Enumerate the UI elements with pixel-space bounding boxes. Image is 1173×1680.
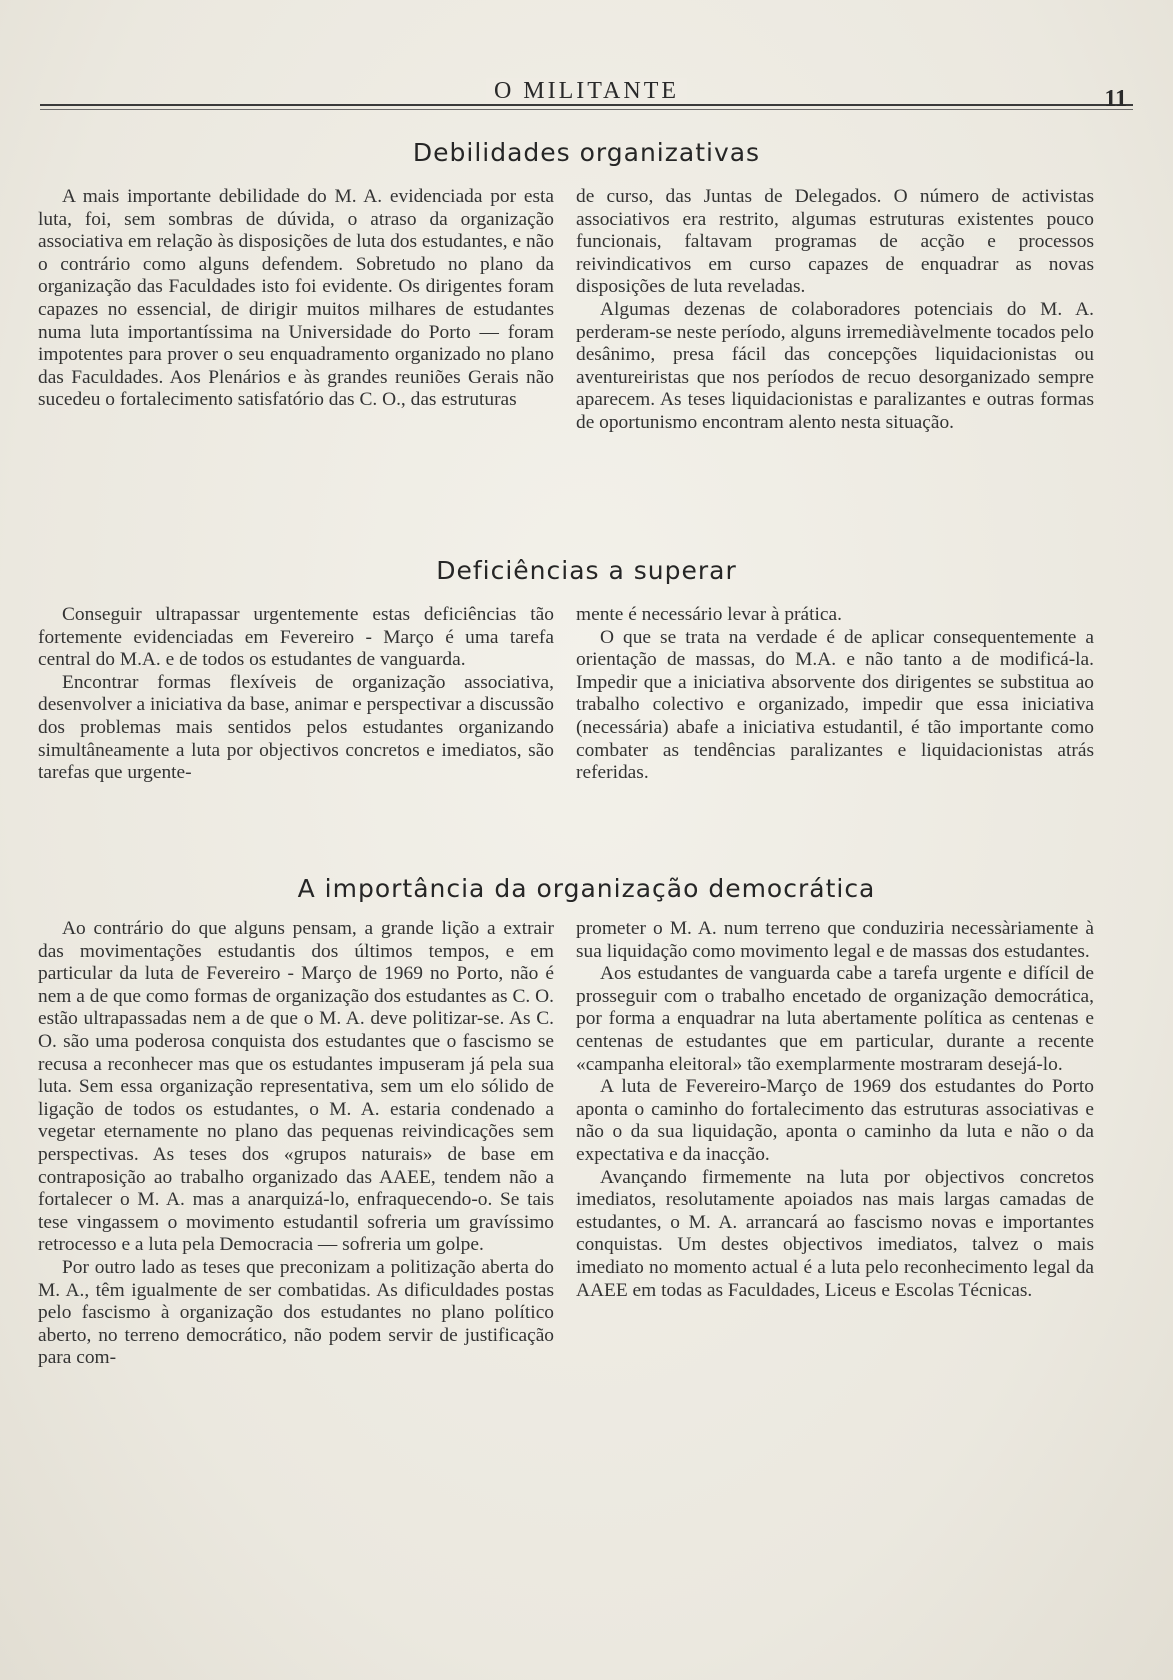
section-heading-deficiencias: Deficiências a superar: [436, 556, 737, 585]
page-number: 11: [1104, 86, 1127, 112]
paragraph: Avançando firmemente na luta por objectivos concretos imediatos, resolutamente apoiados nas mais largas camadas de estudantes, o M. A. arrancará ao fascismo novas e importantes conquistas. Um destes objectivos imediatos, talvez o mais imediato no momento actual é a luta pelo reconhecimento legal da AAEE em todas as Faculdades, Liceus e Escolas Técnicas.: [576, 1166, 1094, 1301]
paragraph: A luta de Fevereiro-Março de 1969 dos estudantes do Porto aponta o caminho do fortalecimento das estruturas associativas e não o da sua liquidação, aponta o caminho da luta e não o da expectativa e da inacção.: [576, 1076, 1094, 1165]
paragraph: Aos estudantes de vanguarda cabe a tarefa urgente e difícil de prosseguir com o trabalho encetado de organização democrática, por forma a enquadrar na luta abertamente política as centenas e centenas de estudantes que em particular, durante a recente «campanha eleitoral» tão exemplarmente mostraram desejá-lo.: [576, 963, 1094, 1075]
section-debilidades-right-column: [576, 186, 1094, 435]
section-deficiencias-right-column: [576, 604, 1094, 785]
section-heading-debilidades: Debilidades organizativas: [412, 138, 761, 167]
paragraph: Ao contrário do que alguns pensam, a grande lição a extrair das movimentações estudantis dos últimos tempos, e em particular da luta de Fevereiro - Março de 1969 no Porto, não é nem a de que como formas de organização dos estudantes as C. O. estão ultrapassadas nem a de que o M. A. deve politizar-se. As C. O. são uma poderosa conquista dos estudantes que o fascismo se recusa a reconhecer mas que os estudantes impuseram já pela sua luta. Sem essa organização representativa, sem um elo sólido de ligação de todos os estudantes, o M. A. estaria condenado a vegetar eternamente no plano das pequenas reivindicações sem perspectivas. As teses dos «grupos naturais» de base em contraposição ao trabalho organizado das AAEE, tendem não a fortalecer o M. A. mas a anarquizá-lo, enfraquecendo-o. Se tais tese vingassem o movimento estudantil sofreria um gravíssimo retrocesso e a luta pela Democracia — sofreria um golpe.: [38, 918, 554, 1256]
paragraph: O que se trata na verdade é de aplicar consequentemente a orientação de massas, do M.A. e não tanto a de modificá-la. Impedir que a iniciativa absorvente dos dirigentes se substitua ao trabalho colectivo e organizado, impedir que essa iniciativa (necessária) abafe a iniciativa estudantil, é tão importante como combater as tendências paralizantes e liquidacionistas atrás referidas.: [576, 626, 1094, 784]
section-heading-importancia: A importância da organização democrática: [297, 874, 876, 903]
section-deficiencias-left-column: [38, 604, 554, 785]
paragraph: Por outro lado as teses que preconizam a politização aberta do M. A., têm igualmente de ser combatidas. As dificuldades postas pelo fascismo à organização dos estudantes no plano político aberto, no terreno democrático, não podem servir de justificação para com-: [38, 1256, 554, 1369]
section-debilidades-left-column: [38, 186, 554, 412]
paragraph: prometer o M. A. num terreno que conduziria necessàriamente à sua liquidação como movimento legal e de massas dos estudantes.: [576, 918, 1094, 962]
section-importancia-left-column: [38, 918, 554, 1370]
paragraph: Encontrar formas flexíveis de organização associativa, desenvolver a iniciativa da base, animar e perspectivar a discussão dos problemas mais sentidos pelos estudantes organizando simultâneamente a luta por objectivos concretos e imediatos, são tarefas que urgente-: [38, 671, 554, 784]
publication-title: O MILITANTE: [486, 78, 687, 104]
paragraph: mente é necessário levar à prática.: [576, 604, 842, 625]
section-importancia-right-column: [576, 918, 1094, 1302]
page-header: [40, 78, 1133, 118]
paragraph: Algumas dezenas de colaboradores potenciais do M. A. perderam-se neste período, alguns irremediàvelmente tocados pelo desânimo, presa fácil das concepções liquidacionistas ou aventureiristas que nos períodos de recuo desorganizado sempre aparecem. As teses liquidacionistas e paralizantes e outras formas de oportunismo encontram alento nesta situação.: [576, 298, 1094, 433]
paragraph: A mais importante debilidade do M. A. evidenciada por esta luta, foi, sem sombras de dúvida, o atraso da organização associativa em relação às disposições de luta dos estudantes, e não o contrário como alguns defendem. Sobretudo no plano da organização das Faculdades isto foi evidente. Os dirigentes foram capazes no essencial, de dirigir muitos milhares de estudantes numa luta importantíssima na Universidade do Porto — foram impotentes para prover o seu enquadramento organizado no plano das Faculdades. Aos Plenários e às grandes reuniões Gerais não sucedeu o fortalecimento satisfatório das C. O., das estruturas: [38, 186, 554, 411]
paragraph: de curso, das Juntas de Delegados. O número de activistas associativos era restrito, algumas estruturas existentes pouco funcionais, faltavam programas de acção e processos reivindicativos em curso capazes de enquadrar as novas disposições de luta reveladas.: [576, 186, 1094, 298]
paragraph: Conseguir ultrapassar urgentemente estas deficiências tão fortemente evidenciadas em Fevereiro - Março é uma tarefa central do M.A. e de todos os estudantes de vanguarda.: [38, 604, 554, 671]
header-rule-thin: [40, 109, 1133, 110]
